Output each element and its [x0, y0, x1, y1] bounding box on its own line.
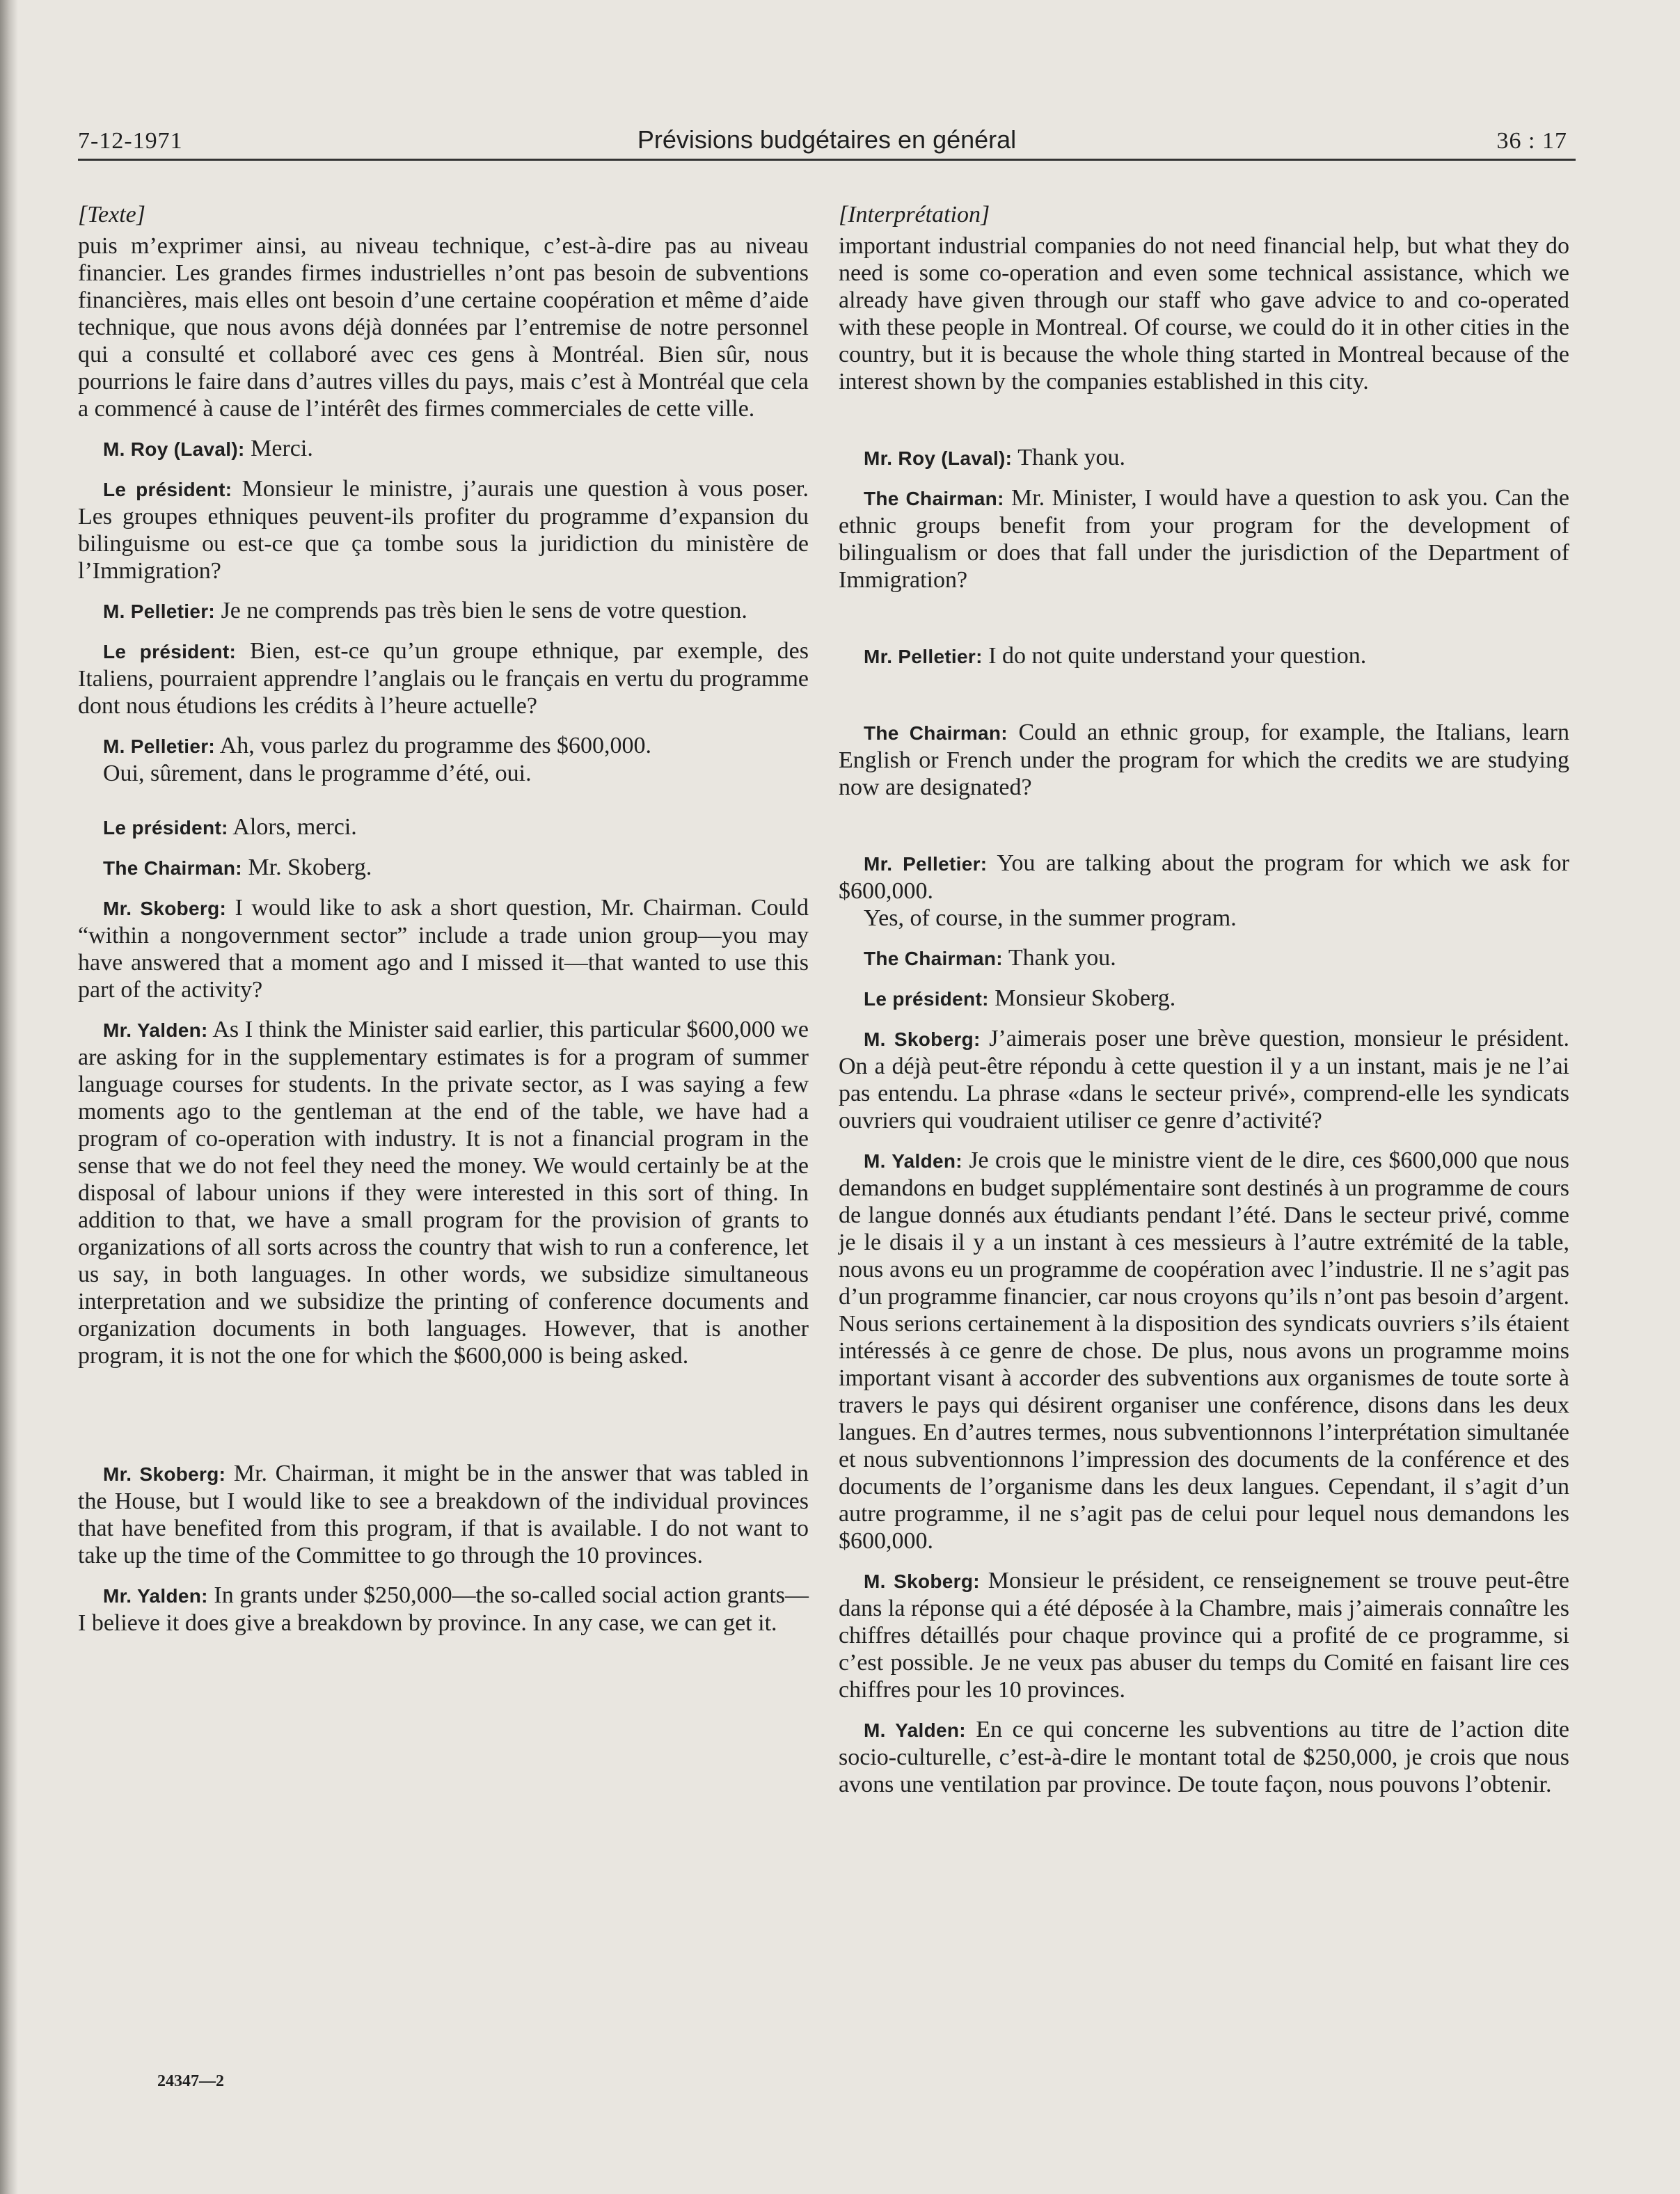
speech-text: I do not quite understand your question.	[988, 643, 1367, 669]
speech-entry	[839, 719, 1569, 801]
speech-text: Ah, vous parlez du programme des $600,000.	[219, 733, 652, 758]
page-binding-shadow	[0, 0, 18, 2194]
speech-text: Monsieur le président, ce renseignement se trouve peut-être dans la réponse qui a été déposée à la Chambre, mais j’aimerais connaître les chiffres détaillés pour chaque province qui a profité de ce programme, si c’est possible. Je ne veux pas abuser du temps du Comité en faisant lire ces chiffres pour les 10 provinces.	[839, 1568, 1569, 1703]
speech-entry	[839, 1147, 1569, 1555]
speaker-name: The Chairman:	[864, 722, 1008, 744]
speech-text: Je crois que le ministre vient de le dire, ces $600,000 que nous demandons en budget supplémentaire sont destinés à un programme de cours de langue donnés aux étudiants pendant l’été. Dans le secteur privé, comme je le disais il y a un instant à ces messieurs à l’autre extrémité de la table, nous avons eu un programme de coopération avec l’industrie. Il ne s’agit pas d’un programme financier, car nous croyons qu’ils n’ont pas besoin d’argent. Nous serions certainement à la disposition des syndicats ouvriers s’ils étaient intéressés à ce genre de chose. De plus, nous avons un programme moins important visant à accorder des subventions aux organismes de toute sorte à travers le pays qui désirent organiser une conférence, disons dans les deux langues. En d’autres termes, nous subventionnons l’interprétation simultanée et nous subventionnons l’impression des documents de la conférence et des documents de l’organisme dans les deux langues. Cependant, il s’agit d’un autre programme, il ne s’agit pas de celui pour lequel nous demandons les $600,000.	[839, 1147, 1569, 1554]
speech-text: Merci.	[251, 436, 313, 461]
speech-entry	[78, 435, 809, 463]
speech-text: Monsieur le ministre, j’aurais une question à vous poser. Les groupes ethniques peuvent-ils profiter du programme d’expansion du bilinguisme ou est-ce que ça tombe sous la juridiction du ministère de l’Immigration?	[78, 476, 809, 584]
speaker-name: Le président:	[864, 988, 989, 1010]
speech-text: J’aimerais poser une brève question, monsieur le président. On a déjà peut-être répondu à cette question il y a un instant, mais je ne l’ai pas entendu. La phrase «dans le secteur privé», comprend-elle les syndicats ouvriers qui voudraient utiliser ce genre d’activité?	[839, 1026, 1570, 1134]
speaker-name: Mr. Pelletier:	[864, 646, 983, 667]
speaker-name: The Chairman:	[103, 857, 242, 879]
speaker-name: Le président:	[103, 641, 237, 662]
print-code: 24347—2	[157, 2072, 224, 2090]
header-title: Prévisions budgétaires en général	[637, 125, 1017, 154]
speech-entry	[78, 637, 809, 720]
speech-entry	[78, 813, 809, 841]
speech-text: Could an ethnic group, for example, the Italians, learn English or French under the program for which the credits we are studying now are designated?	[839, 720, 1569, 800]
speech-entry	[78, 732, 809, 760]
speech-text: In grants under $250,000—the so-called social action grants—I believe it does give a breakdown by province. In any case, we can get it.	[78, 1582, 809, 1636]
speech-text: Thank you.	[1008, 945, 1116, 971]
page-header	[78, 117, 1576, 161]
speaker-name: M. Skoberg:	[864, 1028, 981, 1050]
right-column	[839, 202, 1569, 1798]
speech-entry	[839, 985, 1569, 1012]
speaker-name: Mr. Yalden:	[103, 1585, 208, 1607]
speech-entry	[78, 475, 809, 585]
speaker-name: The Chairman:	[864, 948, 1003, 969]
speaker-name: Mr. Pelletier:	[864, 853, 988, 875]
speech-entry	[839, 944, 1569, 972]
speech-entry	[78, 597, 809, 625]
speech-entry	[839, 484, 1569, 594]
speech-entry	[78, 1582, 809, 1637]
speech-text: Thank you.	[1017, 445, 1126, 470]
speech-text: Mr. Skoberg.	[248, 854, 372, 880]
speech-text: Je ne comprends pas très bien le sens de votre question.	[221, 598, 747, 623]
speaker-name: M. Roy (Laval):	[103, 438, 245, 460]
speaker-name: Mr. Skoberg:	[103, 898, 227, 919]
speaker-name: Le président:	[103, 817, 228, 838]
speaker-name: The Chairman:	[864, 488, 1004, 509]
speech-continuation: Oui, sûrement, dans le programme d’été, oui.	[103, 761, 532, 786]
column-tag: [Interprétation]	[839, 202, 990, 228]
header-date: 7-12-1971	[78, 128, 183, 154]
speech-text: You are talking about the program for which we ask for $600,000.	[839, 850, 1569, 904]
speech-text: I would like to ask a short question, Mr. Chairman. Could “within a nongovernment sector” include a trade union group—you may have answered that a moment ago and I missed it—that wanted to use this part of the activity?	[78, 895, 809, 1003]
speech-text: Mr. Chairman, it might be in the answer that was tabled in the House, but I would like to see a breakdown of the individual provinces that have benefited from this program, if that is available. I do not want to take up the time of the Committee to go through the 10 provinces.	[78, 1461, 809, 1568]
column-tag: [Texte]	[78, 202, 145, 228]
speaker-name: M. Yalden:	[864, 1150, 962, 1172]
speaker-name: Le président:	[103, 479, 232, 500]
speech-entry	[78, 1460, 809, 1569]
speech-entry	[839, 1567, 1569, 1703]
speaker-name: Mr. Yalden:	[103, 1019, 208, 1041]
speech-entry	[839, 444, 1569, 472]
speech-entry	[839, 850, 1569, 905]
speaker-name: Mr. Roy (Laval):	[864, 447, 1013, 469]
speech-text: Mr. Minister, I would have a question to ask you. Can the ethnic groups benefit from your program for the development of bilingualism or does that fall under the jurisdiction of the Department of Immigration?	[839, 485, 1569, 593]
speech-text: As I think the Minister said earlier, this particular $600,000 we are asking for in the supplementary estimates is for a program of summer language courses for students. In the private sector, as I was saying a few moments ago to the gentleman at the end of the table, we have had a program of co-operation with industry. It is not a financial program in the sense that we do not feel they need the money. We would certainly be at the disposal of labour unions if they were interested in this sort of thing. In addition to that, we have a small program for the provision of grants to organizations of all sorts across the country that wish to run a conference, let us say, in both languages. In other words, we subsidize simultaneous interpretation and we subsidize the printing of conference documents and organization documents in both languages. However, that is another program, it is not the one for which the $600,000 is being asked.	[78, 1017, 809, 1369]
speech-text: En ce qui concerne les subventions au titre de l’action dite socio-culturelle, c’est-à-dire le montant total de $250,000, je crois que nous avons une ventilation par province. De toute façon, nous pouvons l’obtenir.	[839, 1717, 1570, 1797]
speaker-name: M. Yalden:	[864, 1719, 966, 1741]
speech-entry	[839, 1716, 1569, 1798]
speech-entry	[78, 1016, 809, 1369]
speech-continuation: Yes, of course, in the summer program.	[864, 905, 1237, 931]
speech-text: Alors, merci.	[232, 814, 357, 840]
speaker-name: M. Skoberg:	[864, 1571, 980, 1592]
speaker-name: M. Pelletier:	[103, 736, 216, 757]
speaker-name: M. Pelletier:	[103, 601, 216, 622]
left-column	[78, 202, 809, 1637]
speech-entry	[78, 894, 809, 1003]
speech-entry	[839, 1025, 1569, 1134]
intro-paragraph: puis m’exprimer ainsi, au niveau technique, c’est-à-dire pas au niveau financier. Les grandes firmes industrielles n’ont pas besoin de subventions financières, mais elles ont besoin d’une certaine coopération et même d’aide technique, que nous avons déjà données par l’entremise de notre personnel qui a consulté et collaboré avec ces gens à Montréal. Bien sûr, nous pourrions le faire dans d’autres villes du pays, mais c’est à Montréal que cela a commencé à cause de l’intérêt des firmes commerciales de cette ville.	[78, 233, 809, 422]
speaker-name: Mr. Skoberg:	[103, 1463, 226, 1485]
speech-entry	[839, 642, 1569, 670]
speech-entry	[78, 854, 809, 882]
header-page-number: 36 : 17	[1496, 128, 1567, 154]
intro-paragraph: important industrial companies do not need financial help, but what they do need is some co-operation and even some technical assistance, which we already have given through our staff who gave advice to and co-operated with these people in Montreal. Of course, we could do it in other cities in the country, but it is because the whole thing started in Montreal because of the interest shown by the companies established in this city.	[839, 233, 1569, 395]
speech-text: Bien, est-ce qu’un groupe ethnique, par exemple, des Italiens, pourraient apprendre l’anglais ou le français en vertu du programme dont nous étudions les crédits à l’heure actuelle?	[78, 638, 809, 719]
speech-text: Monsieur Skoberg.	[994, 985, 1176, 1011]
